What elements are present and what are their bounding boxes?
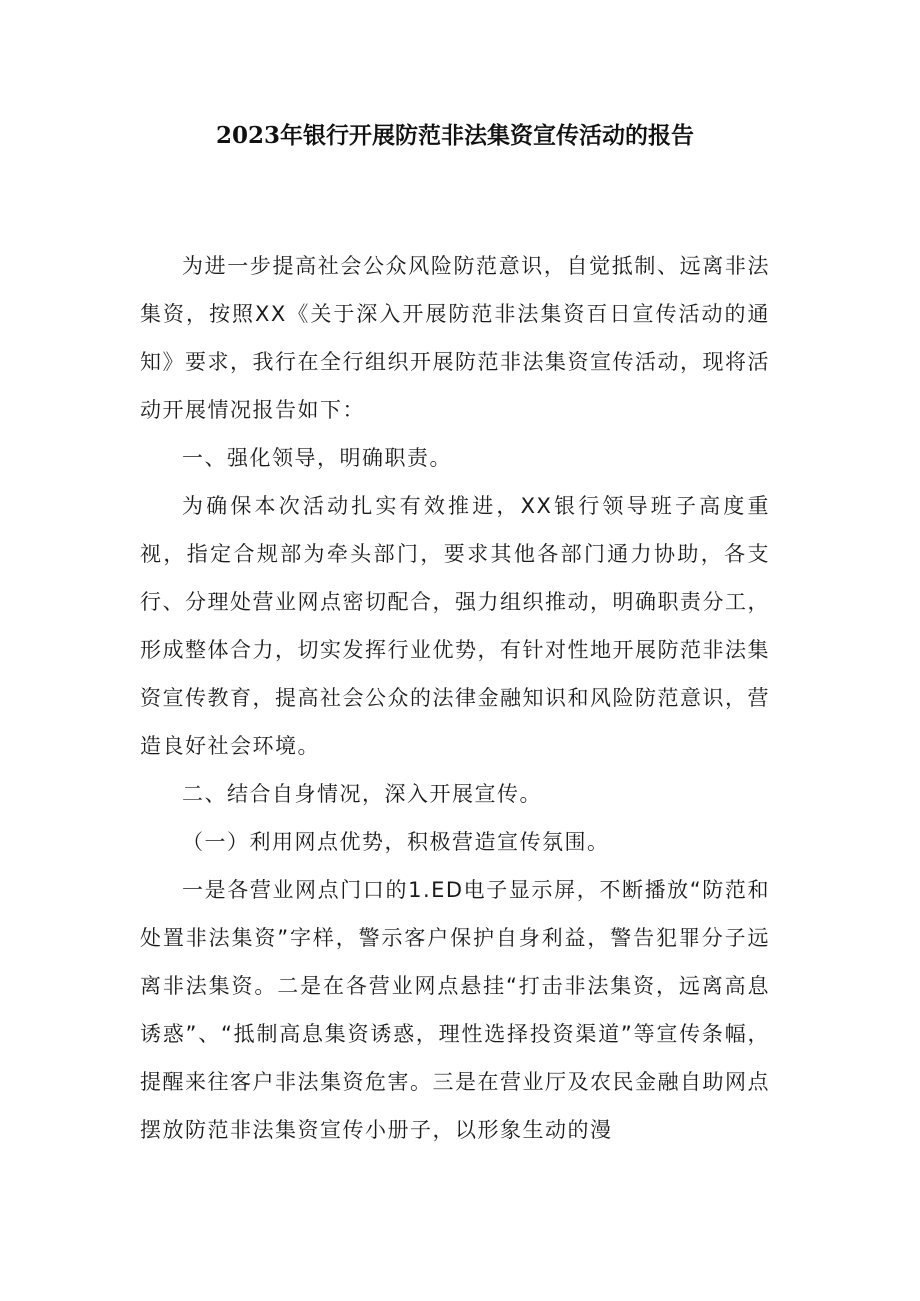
paragraph-intro: 为进一步提高社会公众风险防范意识，自觉抵制、远离非法集资，按照XX《关于深入开展防范非法集资百日宣传活动的通知》要求，我行在全行组织开展防范非法集资宣传活动，现将活动开展情况报告如下：: [140, 254, 770, 422]
paragraph-leadership: 为确保本次活动扎实有效推进，XX银行领导班子高度重视，指定合规部为牵头部门，要求其他各部门通力协助，各支行、分理处营业网点密切配合，强力组织推动，明确职责分工，形成整体合力，切实发挥行业优势，有针对性地开展防范非法集资宣传教育，提高社会公众的法律金融知识和风险防范意识，营造良好社会环境。: [140, 494, 770, 758]
paragraph-branch-promotion: 一是各营业网点门口的1.ED电子显示屏，不断播放“防范和处置非法集资”字样，警示客户保护自身利益，警告犯罪分子远离非法集资。二是在各营业网点悬挂“打击非法集资，远离高息诱惑”、“抵制高息集资诱惑，理性选择投资渠道”等宣传条幅，提醒来往客户非法集资危害。三是在营业厅及农民金融自助网点摆放防范非法集资宣传小册子，以形象生动的漫: [140, 878, 770, 1142]
document-body: [140, 242, 770, 1154]
heading-subsection-1: （一）利用网点优势，积极营造宣传氛围。: [182, 830, 610, 854]
document-title: 2023年银行开展防范非法集资宣传活动的报告: [215, 122, 694, 149]
heading-section-2: 二、结合自身情况，深入开展宣传。: [182, 782, 542, 806]
heading-section-1: 一、强化领导，明确职责。: [182, 446, 452, 470]
